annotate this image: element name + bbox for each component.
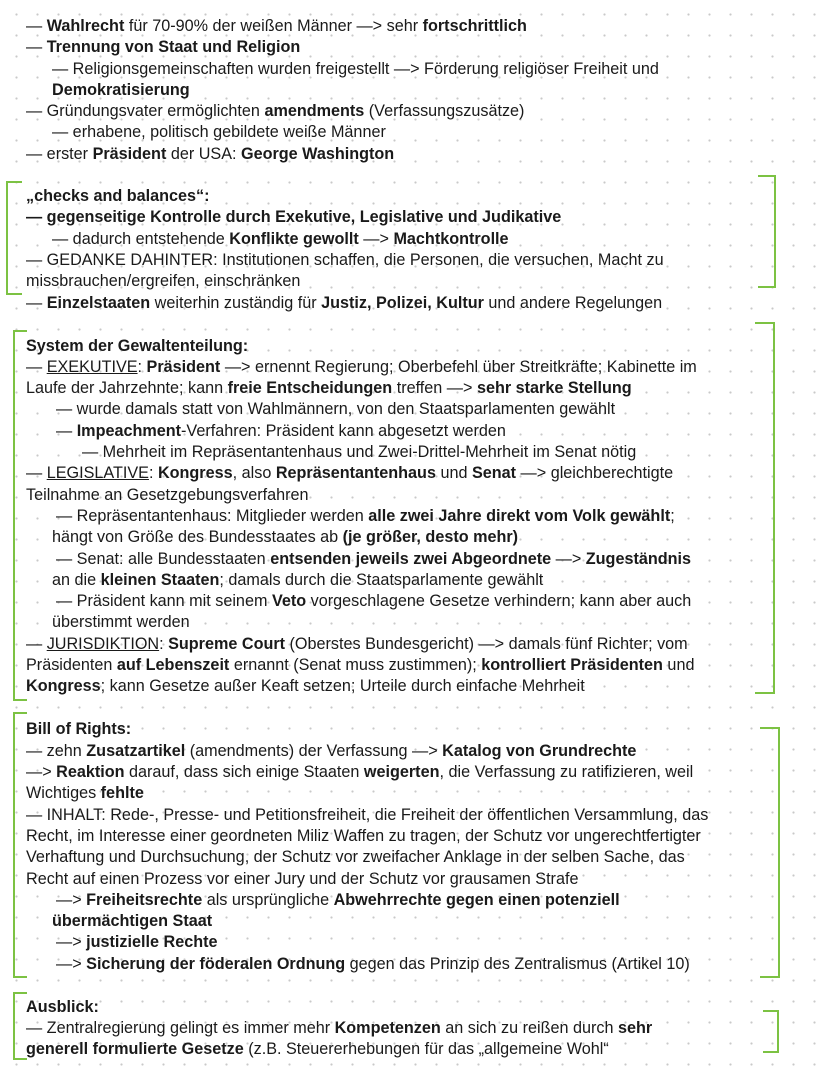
rights-line-4: — INHALT: Rede-, Presse- und Petitionsfreiheit, die Freiheit der öffentlichen Versammlung, das [26, 806, 709, 824]
outlook-line-2: generell formulierte Gesetze (z.B. Steuererhebungen für das „allgemeine Wohl“ [26, 1040, 609, 1058]
intro-line-2: — Trennung von Staat und Religion [26, 38, 301, 56]
rights-line-1: — zehn Zusatzartikel (amendments) der Verfassung —> Katalog von Grundrechte [26, 742, 637, 760]
system-line-9: hängt von Größe des Bundesstaates ab (je größer, desto mehr) [52, 528, 519, 546]
system-line-8: — Repräsentantenhaus: Mitglieder werden alle zwei Jahre direkt vom Volk gewählt; [56, 507, 675, 525]
checks-bracket-right [758, 175, 776, 288]
system-line-14: — JURISDIKTION: Supreme Court (Oberstes Bundesgericht) —> damals fünf Richter; vom [26, 635, 688, 653]
checks-line-4: missbrauchen/ergreifen, einschränken [26, 272, 301, 290]
checks-bracket-left [6, 181, 22, 295]
intro-line-4: Demokratisierung [52, 81, 190, 99]
system-line-11: an die kleinen Staaten; damals durch die Staatsparlamente gewählt [52, 571, 544, 589]
system-bracket-right [755, 322, 775, 694]
outlook-bracket-left [13, 992, 27, 1060]
rights-line-9: übermächtigen Staat [52, 912, 213, 930]
intro-line-6: — erhabene, politisch gebildete weiße Männer [52, 123, 386, 141]
checks-title: „checks and balances“: [26, 187, 210, 205]
outlook-line-1: — Zentralregierung gelingt es immer mehr Kompetenzen an sich zu reißen durch sehr [26, 1019, 653, 1037]
checks-line-5: — Einzelstaaten weiterhin zuständig für Justiz, Polizei, Kultur und andere Regelungen [26, 294, 663, 312]
rights-line-5: Recht, im Interesse einer geordneten Miliz Waffen zu tragen, der Schutz vor ungerechtfertigter [26, 827, 701, 845]
rights-line-10: —> justizielle Rechte [56, 933, 218, 951]
rights-bracket-right [760, 727, 780, 978]
rights-line-6: Verhaftung und Durchsuchung, der Schutz vor zweifacher Anklage in der selben Sache, das [26, 848, 685, 866]
system-line-3: — wurde damals statt von Wahlmännern, von den Staatsparlamenten gewählt [56, 400, 616, 418]
rights-title: Bill of Rights: [26, 720, 132, 738]
system-line-5: — Mehrheit im Repräsentantenhaus und Zwei-Drittel-Mehrheit im Senat nötig [82, 443, 637, 461]
intro-line-7: — erster Präsident der USA: George Washington [26, 145, 395, 163]
outlook-title: Ausblick: [26, 998, 99, 1016]
outlook-bracket-right [763, 1010, 779, 1053]
system-line-7: Teilnahme an Gesetzgebungsverfahren [26, 486, 309, 504]
rights-line-3: Wichtiges fehlte [26, 784, 144, 802]
intro-line-3: — Religionsgemeinschaften wurden freigestellt —> Förderung religiöser Freiheit und [52, 60, 659, 78]
rights-line-11: —> Sicherung der föderalen Ordnung gegen das Prinzip des Zentralismus (Artikel 10) [56, 955, 690, 973]
system-line-16: Kongress; kann Gesetze außer Keaft setzen; Urteile durch einfache Mehrheit [26, 677, 585, 695]
intro-line-1: — Wahlrecht für 70-90% der weißen Männer —> sehr fortschrittlich [26, 17, 527, 35]
checks-line-2: — dadurch entstehende Konflikte gewollt —> Machtkontrolle [52, 230, 509, 248]
rights-line-2: —> Reaktion darauf, dass sich einige Staaten weigerten, die Verfassung zu ratifizieren, weil [26, 763, 694, 781]
system-line-10: — Senat: alle Bundesstaaten entsenden jeweils zwei Abgeordnete —> Zugeständnis [56, 550, 692, 568]
intro-line-5: — Gründungsvater ermöglichten amendments (Verfassungszusätze) [26, 102, 525, 120]
rights-line-8: —> Freiheitsrechte als ursprüngliche Abwehrrechte gegen einen potenziell [56, 891, 620, 909]
checks-line-1: — gegenseitige Kontrolle durch Exekutive, Legislative und Judikative [26, 208, 562, 226]
system-bracket-left [13, 330, 27, 701]
system-line-12: — Präsident kann mit seinem Veto vorgeschlagene Gesetze verhindern; kann aber auch [56, 592, 692, 610]
system-line-1: — EXEKUTIVE: Präsident —> ernennt Regierung; Oberbefehl über Streitkräfte; Kabinette im [26, 358, 697, 376]
rights-bracket-left [13, 712, 27, 978]
system-line-2: Laufe der Jahrzehnte; kann freie Entscheidungen treffen —> sehr starke Stellung [26, 379, 632, 397]
system-line-13: überstimmt werden [52, 613, 190, 631]
system-line-15: Präsidenten auf Lebenszeit ernannt (Senat muss zustimmen); kontrolliert Präsidenten und [26, 656, 695, 674]
checks-line-3: — GEDANKE DAHINTER: Institutionen schaffen, die Personen, die versuchen, Macht zu [26, 251, 664, 269]
rights-line-7: Recht auf einen Prozess vor einer Jury und der Schutz vor grausamen Strafe [26, 870, 579, 888]
system-line-6: — LEGISLATIVE: Kongress, also Repräsentantenhaus und Senat —> gleichberechtigte [26, 464, 674, 482]
system-title: System der Gewaltenteilung: [26, 337, 249, 355]
system-line-4: — Impeachment-Verfahren: Präsident kann abgesetzt werden [56, 422, 506, 440]
